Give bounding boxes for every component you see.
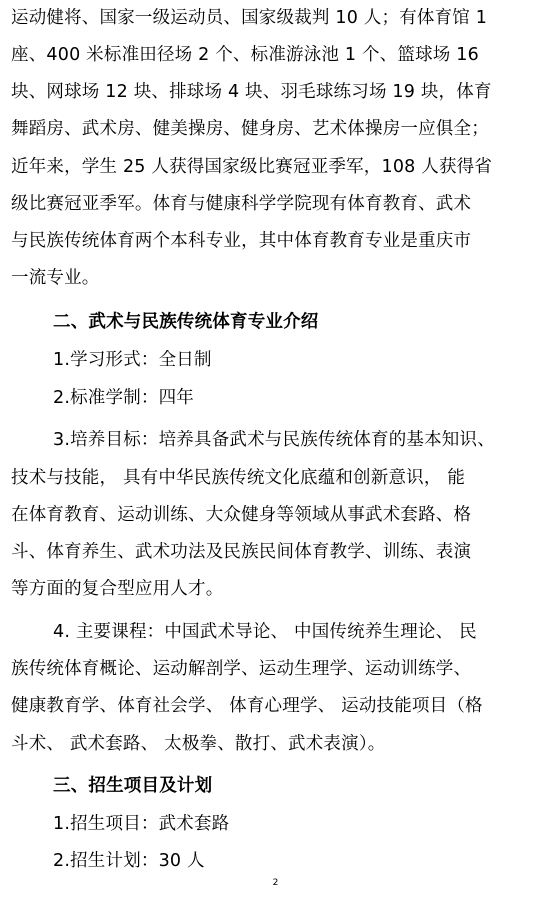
paragraph-line: 健康教育学、体育社会学、 体育心理学、 运动技能项目（格	[11, 696, 483, 716]
section-heading: 三、招生项目及计划	[53, 776, 213, 796]
paragraph-line: 块、网球场 12 块、排球场 4 块、羽毛球练习场 19 块，体育	[11, 82, 492, 102]
list-item: 2.标准学制：四年	[53, 388, 194, 408]
paragraph-line: 3.培养目标：培养具备武术与民族传统体育的基本知识、	[53, 430, 495, 450]
paragraph-line: 在体育教育、运动训练、大众健身等领域从事武术套路、格	[11, 505, 472, 525]
paragraph-line: 一流专业。	[11, 268, 100, 288]
paragraph-line: 技术与技能， 具有中华民族传统文化底蕴和创新意识， 能	[11, 468, 466, 488]
paragraph-line: 近年来，学生 25 人获得国家级比赛冠亚季军，108 人获得省	[11, 157, 493, 177]
list-item: 2.招生计划：30 人	[53, 851, 205, 871]
paragraph-line: 运动健将、国家一级运动员、国家级裁判 10 人；有体育馆 1	[11, 8, 488, 28]
paragraph-line: 等方面的复合型应用人才。	[11, 579, 224, 599]
paragraph-line: 座、400 米标准田径场 2 个、标准游泳池 1 个、篮球场 16	[11, 45, 479, 65]
paragraph-line: 斗、体育养生、武术功法及民族民间体育教学、训练、表演	[11, 542, 472, 562]
paragraph-line: 与民族传统体育两个本科专业，其中体育教育专业是重庆市	[11, 231, 472, 251]
paragraph-line: 舞蹈房、武术房、健美操房、健身房、艺术体操房一应俱全；	[11, 119, 489, 139]
paragraph-line: 级比赛冠亚季军。体育与健康科学学院现有体育教育、武术	[11, 194, 472, 214]
section-heading: 二、武术与民族传统体育专业介绍	[53, 312, 319, 332]
page-number: 2	[272, 878, 279, 888]
paragraph-line: 族传统体育概论、运动解剖学、运动生理学、运动训练学、	[11, 659, 472, 679]
paragraph-line: 4. 主要课程：中国武术导论、 中国传统养生理论、 民	[53, 622, 477, 642]
list-item: 1.招生项目：武术套路	[53, 814, 230, 834]
paragraph-line: 斗术、 武术套路、 太极拳、散打、武术表演）。	[11, 734, 386, 754]
list-item: 1.学习形式：全日制	[53, 350, 212, 370]
